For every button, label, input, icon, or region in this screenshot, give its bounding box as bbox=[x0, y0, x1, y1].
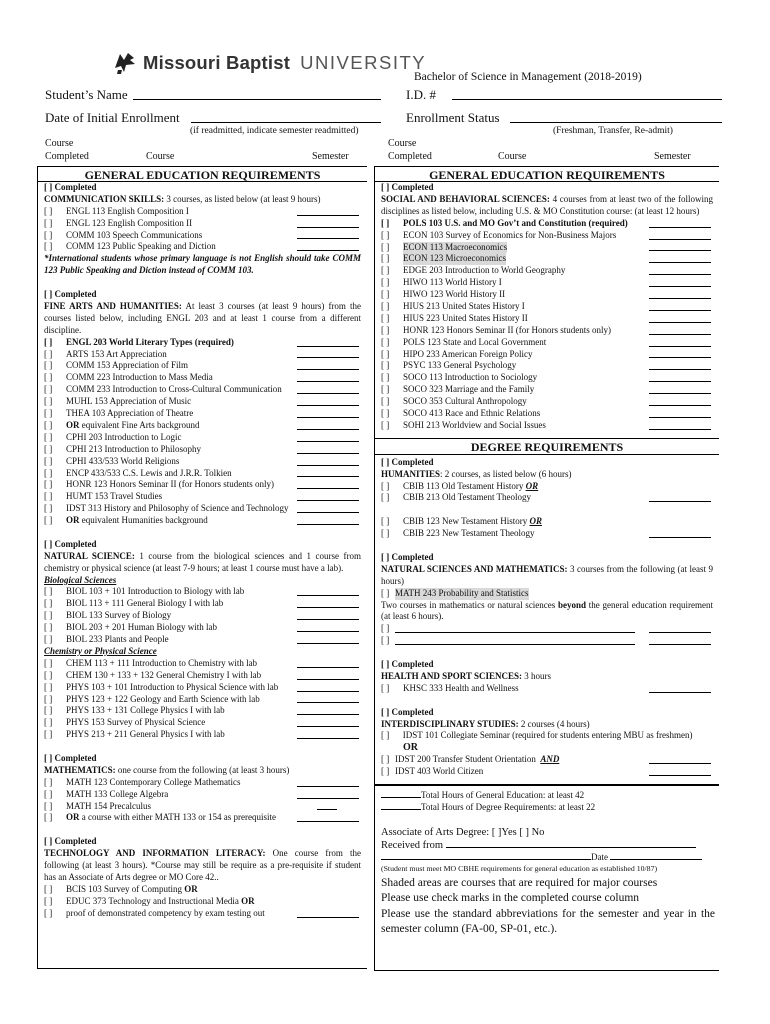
status-label: Enrollment Status bbox=[406, 110, 500, 125]
communication-desc: 3 courses, as listed below (at least 9 hours) bbox=[164, 193, 321, 204]
course-label-l1: Course bbox=[45, 138, 74, 149]
total-gen-ed: Total Hours of General Education: at least 42 bbox=[421, 790, 585, 800]
course-row[interactable]: [ ] OR equivalent Humanities background bbox=[44, 515, 367, 527]
course-row[interactable]: [ ] KHSC 333 Health and Wellness bbox=[381, 683, 719, 695]
course-row[interactable]: [ ] SOCO 413 Race and Ethnic Relations bbox=[381, 408, 719, 420]
nat-math-desc: 3 courses from the following (at least 9 hours) bbox=[381, 563, 713, 586]
course-label-r: Course bbox=[498, 151, 527, 162]
course-row[interactable]: [ ] CHEM 113 + 111 Introduction to Chemistry with lab bbox=[44, 658, 367, 670]
fine-arts-desc: At least 3 courses (at least 9 hours) from the courses listed below, including ENGL 203 and at least 1 course from a different discipline. bbox=[44, 300, 361, 335]
communication-heading: COMMUNICATION SKILLS: bbox=[44, 193, 165, 204]
course-row[interactable]: [ ] SOCO 113 Introduction to Sociology bbox=[381, 372, 719, 384]
completed-checkbox[interactable]: [ ] Completed bbox=[44, 836, 97, 847]
course-row[interactable]: [ ] PHYS 103 + 101 Introduction to Physical Science with lab bbox=[44, 682, 367, 694]
course-row[interactable]: [ ] HONR 123 Honors Seminar II (for Honors students only) bbox=[44, 479, 367, 491]
course-row[interactable]: [ ] EDGE 203 Introduction to World Geography bbox=[381, 265, 719, 277]
completed-checkbox[interactable]: [ ] Completed bbox=[44, 289, 97, 300]
course-row[interactable]: [ ] MUHL 153 Appreciation of Music bbox=[44, 396, 367, 408]
course-row[interactable]: [ ] BIOL 103 + 101 Introduction to Biology with lab bbox=[44, 586, 367, 598]
course-label-l: Course bbox=[146, 151, 175, 162]
course-row[interactable]: [ ] PHYS 153 Survey of Physical Science bbox=[44, 717, 367, 729]
completed-checkbox[interactable]: [ ] Completed bbox=[381, 182, 434, 192]
student-name-label: Student’s Name bbox=[45, 87, 128, 102]
completed-checkbox[interactable]: [ ] Completed bbox=[381, 659, 434, 669]
enrollment-label: Date of Initial Enrollment bbox=[45, 110, 180, 125]
course-row[interactable]: [ ] ENGL 123 English Composition II bbox=[44, 218, 367, 230]
course-row[interactable]: [ ] MATH 243 Probability and Statistics bbox=[381, 587, 529, 598]
bio-heading: Biological Sciences bbox=[44, 574, 117, 585]
course-row[interactable]: [ ] COMM 233 Introduction to Cross-Cultural Communication bbox=[44, 384, 367, 396]
logo-suffix: UNIVERSITY bbox=[300, 52, 427, 74]
program-title: Bachelor of Science in Management (2018-2019) bbox=[414, 71, 642, 83]
completed-label-l: Completed bbox=[45, 151, 89, 162]
course-row[interactable]: [ ] BIOL 233 Plants and People bbox=[44, 634, 367, 646]
course-row[interactable]: [ ] HIWO 113 World History I bbox=[381, 277, 719, 289]
course-row[interactable]: [ ] HIUS 223 United States History II bbox=[381, 313, 719, 325]
tech-desc: One course from the following (at least 3 hours). *Course may still be require as a pre-requisite if student has an Associate of Arts degree or MO Core 42.. bbox=[44, 848, 361, 882]
course-row[interactable]: [ ] POLS 103 U.S. and MO Gov’t and Constitution (required) bbox=[381, 218, 719, 230]
course-row[interactable]: [ ] PHYS 133 + 131 College Physics I with lab bbox=[44, 705, 367, 717]
math-desc: one course from the following (at least 3 hours) bbox=[115, 764, 290, 775]
course-row[interactable]: [ ] CBIB 223 New Testament Theology bbox=[381, 528, 719, 540]
course-row[interactable]: [ ] COMM 153 Appreciation of Film bbox=[44, 360, 367, 372]
interdisc-desc: 2 courses (4 hours) bbox=[518, 718, 590, 729]
course-row[interactable]: [ ] MATH 133 College Algebra bbox=[44, 789, 367, 801]
semester-label-l: Semester bbox=[312, 151, 349, 162]
fine-arts-heading: FINE ARTS AND HUMANITIES: bbox=[44, 300, 182, 311]
math-heading: MATHEMATICS: bbox=[44, 764, 116, 775]
course-row[interactable]: [ ] HIUS 213 United States History I bbox=[381, 301, 719, 313]
status-note: (Freshman, Transfer, Re-admit) bbox=[553, 126, 673, 136]
completed-checkbox[interactable]: [ ] Completed bbox=[44, 752, 97, 763]
course-row[interactable]: [ ] POLS 123 State and Local Government bbox=[381, 337, 719, 349]
course-row[interactable]: [ ] THEA 103 Appreciation of Theatre bbox=[44, 408, 367, 420]
course-row[interactable]: [ ] PHYS 123 + 122 Geology and Earth Science with lab bbox=[44, 694, 367, 706]
health-desc: 3 hours bbox=[521, 670, 551, 681]
humanities-heading: HUMANITIES bbox=[381, 468, 441, 479]
course-row[interactable]: [ ] OR a course with either MATH 133 or 154 as prerequisite bbox=[44, 812, 367, 824]
footer-note: Please use the standard abbreviations for the semester and year in the semester column (FA-00, SP-01, etc.). bbox=[381, 907, 715, 936]
enrollment-field[interactable] bbox=[191, 122, 381, 123]
course-row[interactable]: [ ] SOHI 213 Worldview and Social Issues bbox=[381, 420, 719, 432]
nat-sci-desc: 1 course from the biological sciences and 1 course from chemistry or physical science (at least 7-9 hours; at least 1 course must have a lab). bbox=[44, 550, 361, 573]
gen-ed-title-right: GENERAL EDUCATION REQUIREMENTS bbox=[375, 166, 719, 182]
semester-label-r: Semester bbox=[654, 151, 691, 162]
course-row[interactable]: [ ] BCIS 103 Survey of Computing OR bbox=[44, 883, 198, 894]
nat-math-heading: NATURAL SCIENCES AND MATHEMATICS: bbox=[381, 563, 568, 574]
course-row[interactable]: [ ] BIOL 113 + 111 General Biology I with lab bbox=[44, 598, 367, 610]
bird-icon bbox=[112, 50, 138, 76]
course-row[interactable]: [ ] BIOL 203 + 201 Human Biology with lab bbox=[44, 622, 367, 634]
course-row[interactable]: [ ] proof of demonstrated competency by exam testing out bbox=[44, 908, 367, 920]
course-row[interactable]: [ ] CPHI 213 Introduction to Philosophy bbox=[44, 444, 367, 456]
course-row[interactable]: [ ] PSYC 133 General Psychology bbox=[381, 360, 719, 372]
course-row[interactable]: [ ] CHEM 130 + 133 + 132 General Chemistry I with lab bbox=[44, 670, 367, 682]
course-row[interactable]: [ ] CBIB 113 Old Testament History OR bbox=[381, 480, 539, 491]
completed-checkbox[interactable]: [ ] Completed bbox=[44, 182, 97, 192]
humanities-desc: : 2 courses, as listed below (6 hours) bbox=[440, 468, 572, 479]
footer-note: Shaded areas are courses that are required for major courses bbox=[381, 876, 658, 889]
footer-note: Please use check marks in the completed course column bbox=[381, 892, 640, 905]
course-row[interactable]: [ ] COMM 103 Speech Communications bbox=[44, 230, 367, 242]
readmit-note: (if readmitted, indicate semester readmitted) bbox=[190, 126, 359, 136]
id-label: I.D. # bbox=[406, 87, 436, 102]
course-row[interactable]: [ ] ECON 113 Macroeconomics bbox=[381, 242, 719, 254]
left-column bbox=[37, 166, 367, 969]
course-row[interactable]: [ ] EDUC 373 Technology and Instructional Media OR bbox=[44, 895, 255, 906]
completed-checkbox[interactable]: [ ] Completed bbox=[381, 706, 434, 717]
course-row[interactable]: [ ] IDST 200 Transfer Student Orientation AND bbox=[381, 754, 719, 766]
course-row[interactable]: [ ] SOCO 323 Marriage and the Family bbox=[381, 384, 719, 396]
course-row[interactable]: [ ] COMM 223 Introduction to Mass Media bbox=[44, 372, 367, 384]
course-row[interactable]: [ ] ECON 103 Survey of Economics for Non-Business Majors bbox=[381, 230, 719, 242]
date-label: Date bbox=[591, 851, 608, 862]
course-row[interactable]: [ ] HIWO 123 World History II bbox=[381, 289, 719, 301]
completed-checkbox[interactable]: [ ] Completed bbox=[381, 456, 434, 467]
student-name-field[interactable] bbox=[133, 99, 381, 100]
course-row[interactable]: [ ] bbox=[381, 623, 719, 635]
course-row[interactable]: [ ] MATH 154 Precalculus bbox=[44, 801, 367, 813]
completed-label-r: Completed bbox=[388, 151, 432, 162]
course-row[interactable]: [ ] HONR 123 Honors Seminar II (for Honors students only) bbox=[381, 325, 719, 337]
nat-sci-heading: NATURAL SCIENCE: bbox=[44, 550, 135, 561]
date-field[interactable] bbox=[610, 859, 702, 860]
course-row[interactable]: [ ] CBIB 123 New Testament History OR bbox=[381, 516, 542, 527]
course-row[interactable]: [ ] ARTS 153 Art Appreciation bbox=[44, 349, 367, 361]
gen-ed-title-left: GENERAL EDUCATION REQUIREMENTS bbox=[38, 166, 367, 182]
total-degree: Total Hours of Degree Requirements: at least 22 bbox=[421, 801, 596, 812]
course-row[interactable]: [ ] OR equivalent Fine Arts background bbox=[44, 420, 367, 432]
degree-title: DEGREE REQUIREMENTS bbox=[375, 438, 719, 455]
course-row[interactable]: [ ] bbox=[381, 635, 719, 647]
chem-heading: Chemistry or Physical Science bbox=[44, 645, 157, 656]
intl-note: *International students whose primary language is not English should take COMM 123 Public Speaking and Diction instead of COMM 103. bbox=[44, 253, 361, 276]
course-row[interactable]: [ ] HIPO 233 American Foreign Policy bbox=[381, 349, 719, 361]
course-row[interactable]: [ ] SOCO 353 Cultural Anthropology bbox=[381, 396, 719, 408]
course-row[interactable]: [ ] ENGL 203 World Literary Types (required) bbox=[44, 337, 367, 349]
health-heading: HEALTH AND SPORT SCIENCES: bbox=[381, 670, 522, 681]
or-label: OR bbox=[403, 742, 418, 754]
course-row[interactable]: [ ] CPHI 203 Introduction to Logic bbox=[44, 432, 367, 444]
associate-degree[interactable]: Associate of Arts Degree: [ ]Yes [ ] No bbox=[381, 826, 545, 838]
course-row[interactable]: [ ] PHYS 213 + 211 General Physics I with lab bbox=[44, 729, 367, 741]
interdisc-heading: INTERDISCIPLINARY STUDIES: bbox=[381, 718, 519, 729]
course-row[interactable]: [ ] IDST 403 World Citizen bbox=[381, 766, 719, 778]
course-label-r1: Course bbox=[388, 138, 417, 149]
course-row[interactable]: [ ] ENGL 113 English Composition I bbox=[44, 206, 367, 218]
course-row[interactable]: [ ] IDST 313 History and Philosophy of Science and Technology bbox=[44, 503, 367, 515]
received-from-field[interactable] bbox=[446, 847, 696, 848]
course-row[interactable]: [ ] ENCP 433/533 C.S. Lewis and J.R.R. Tolkien bbox=[44, 468, 367, 480]
social-desc: 4 courses from at least two of the following disciplines as listed below, including U.S. & MO Constitution course: (at least 12 hours) bbox=[381, 193, 713, 216]
course-row[interactable]: [ ] CPHI 433/533 World Religions bbox=[44, 456, 367, 468]
university-logo bbox=[112, 49, 426, 77]
course-row[interactable]: [ ] CBIB 213 Old Testament Theology bbox=[381, 492, 719, 504]
course-row[interactable]: [ ] BIOL 133 Survey of Biology bbox=[44, 610, 367, 622]
completed-checkbox[interactable]: [ ] Completed bbox=[44, 538, 97, 549]
course-row[interactable]: [ ] COMM 123 Public Speaking and Diction bbox=[44, 241, 367, 253]
id-field[interactable] bbox=[452, 99, 722, 100]
course-row[interactable]: [ ] IDST 101 Collegiate Seminar (required for students entering MBU as freshmen) bbox=[381, 730, 693, 741]
right-column: GENERAL EDUCATION REQUIREMENTS [ ] Completed SOCIAL AND BEHAVIORAL SCIENCES: 4 courses from at least two of the following disciplines as listed below, including U.S. & MO Constitution course: (at least 12 hours) [ ] POLS 103 U.S. and MO Gov’t and Constitution (required) [ ] ECON 103 Survey of Economics for Non-Business Majors [ ] ECON 113 Macroeconomics [ ] ECON 123 Microeconomics [ ] EDGE 203 Introduction to World Geography [ ] HIWO 113 World History I [ ] HIWO 123 World History II [ ] HIUS 213 United States History I [ ] HIUS 223 United States History II [ ] HONR 123 Honors Seminar II (for Honors students only) [ ] POLS 123 State and Local Government [ ] HIPO 233 American Foreign Policy [ ] PSYC 133 General Psychology [ ] SOCO 113 Introduction to Sociology [ ] SOCO 323 Marriage and the Family [ ] SOCO 353 Cultural Anthropology [ ] SOCO 413 Race and Ethnic Relations [ ] SOHI 213 Worldview and Social Issues DEGREE REQUIREMENTS [ ] Completed HUMANITIES: 2 courses, as listed below (6 hours) [ ] CBIB 113 Old Testament History OR [ ] CBIB 213 Old Testament Theology [ ] CBIB 123 New Testament History OR [ ] CBIB 223 New Testament Theology [ ] Completed NATURAL SCIENCES AND MATHEMATICS: 3 courses from the following (at least 9 hours) [ ] MATH 243 Probability and Statistics Two courses in mathematics or natural sciences beyond the general education requirement (at least 6 hours). [ ] [ ] [ ] Completed HEALTH AND SPORT SCIENCES: 3 hours [ ] KHSC 333 Health and Wellness [ ] Completed INTERDISCIPLINARY STUDIES: 2 courses (4 hours) [ ] IDST 101 Collegiate Seminar (required for students entering MBU as freshmen) OR [ ] IDST 200 Transfer Student Orientation AND [ ] IDST 403 World Citizen Total Hours of General Education: at least 42 Total Hours of Degree Requirements: at least 22 Associate of Arts Degree: [ ]Yes [ ] No Received from Date (Student must meet MO CBHE requirements for general education as established 10/87) Shaded areas are courses that are required for major courses Please use check marks in the completed course column Please use the standard abbreviations for the semester and year in the semester column (FA-00, SP-01, etc.). bbox=[374, 166, 719, 971]
social-heading: SOCIAL AND BEHAVIORAL SCIENCES: bbox=[381, 193, 550, 204]
course-row[interactable]: [ ] ECON 123 Microeconomics bbox=[381, 253, 719, 265]
course-row[interactable]: [ ] MATH 123 Contemporary College Mathematics bbox=[44, 777, 367, 789]
received-from-label: Received from bbox=[381, 839, 444, 851]
status-field[interactable] bbox=[510, 122, 722, 123]
course-row[interactable]: [ ] HUMT 153 Travel Studies bbox=[44, 491, 367, 503]
completed-checkbox[interactable]: [ ] Completed bbox=[381, 551, 434, 562]
tech-heading: TECHNOLOGY AND INFORMATION LITERACY: bbox=[44, 848, 266, 859]
mo-cbhe-note: (Student must meet MO CBHE requirements for general education as established 10/87) bbox=[381, 863, 658, 873]
logo-name: Missouri Baptist bbox=[143, 52, 291, 74]
